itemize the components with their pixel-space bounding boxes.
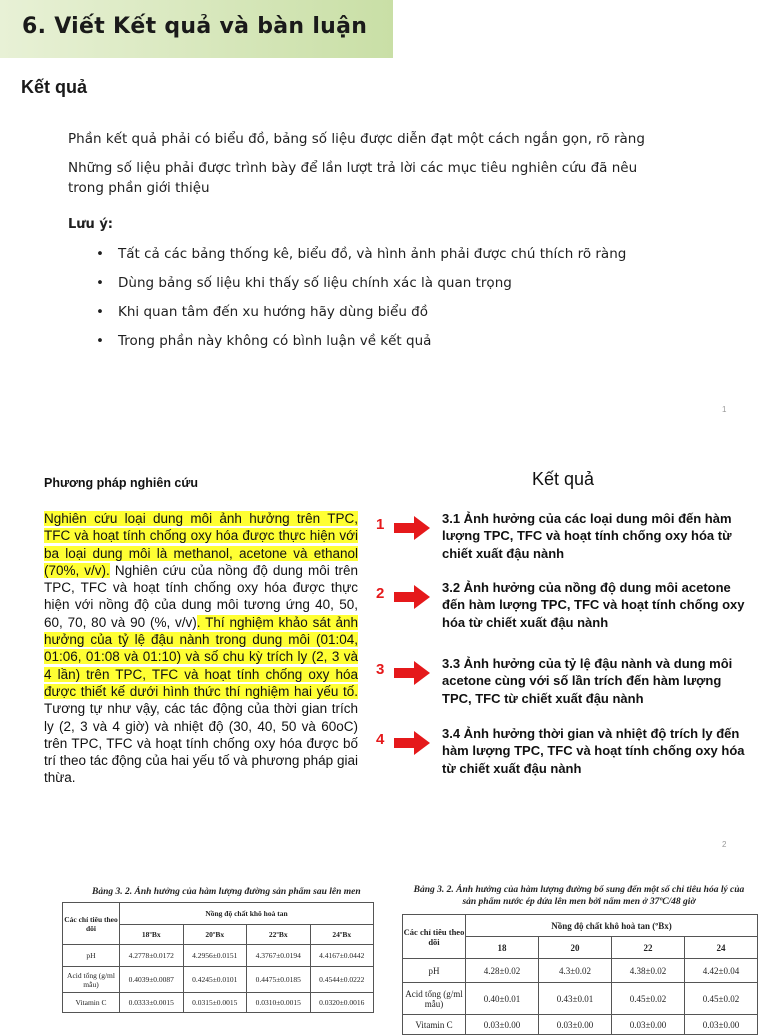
result-text: 3.2 Ảnh hưởng của nồng độ dung môi acetone đến hàm lượng TPC, TFC và hoạt tính chống oxy hóa từ chiết xuất đậu nành [442,580,745,630]
table-cell: 4.28±0.02 [466,959,539,983]
table-cell: 4.2956±0.0151 [183,945,247,967]
table-cell: 0.0310±0.0015 [247,993,311,1013]
table-right-col-header: 22 [612,937,685,959]
result-item [376,579,768,639]
bullet-item [96,245,626,274]
right-arrow-icon [394,516,430,540]
table-cell: 0.4544±0.0222 [310,967,374,993]
table-cell: 0.03±0.00 [685,1015,758,1035]
slide-title: 6. Viết Kết quả và bàn luận [22,14,368,39]
bullet-text: Khi quan tâm đến xu hướng hãy dùng biểu đồ [118,304,429,320]
table-cell: 0.0333±0.0015 [120,993,184,1013]
bullet-dot-icon: • [96,304,104,320]
section-heading: Kết quả [21,77,88,97]
note-label: Lưu ý: [68,217,113,232]
table-left-col-header: 20ºBx [183,925,247,945]
table-cell: 4.38±0.02 [612,959,685,983]
bullet-item [96,303,626,332]
paragraph-charts-tables: Phần kết quả phải có biểu đồ, bảng số liệu được diễn đạt một cách ngắn gọn, rõ ràng [68,131,645,147]
table-row [403,983,758,1015]
table-left-caption: Bảng 3. 2. Ảnh hưởng của hàm lượng đường sản phẩm sau lên men [92,887,361,897]
result-number: 3 [376,661,385,678]
table-right-col-header: 20 [539,937,612,959]
table-row-label: pH [403,959,466,983]
table-right-caption [400,884,758,908]
paragraph-data-line1: Những số liệu phải được trình bày để lần lượt trả lời các mục tiêu nghiên cứu đã nêu [68,160,638,176]
result-number: 1 [376,516,385,533]
table-row [403,1015,758,1035]
table-cell: 0.03±0.00 [612,1015,685,1035]
table-right-col-header: 18 [466,937,539,959]
table-cell: 4.3767±0.0194 [247,945,311,967]
bullet-dot-icon: • [96,333,104,349]
table-cell: 0.43±0.01 [539,983,612,1015]
table-right [402,914,758,1035]
bullet-text: Dùng bảng số liệu khi thấy số liệu chính xác là quan trọng [118,275,512,291]
result-item [376,725,768,785]
results-heading: Kết quả [532,469,595,489]
table-row [63,945,374,967]
table-cell: 0.4039±0.0087 [120,967,184,993]
result-text: 3.3 Ảnh hưởng của tỷ lệ đậu nành và dung môi acetone cùng với số lần trích đến hàm lượng TPC, TFC từ chiết xuất đậu nành [442,656,733,706]
table-cell: 4.42±0.04 [685,959,758,983]
bullet-item [96,332,626,361]
method-heading: Phương pháp nghiên cứu [44,476,199,490]
table-cell: 0.03±0.00 [466,1015,539,1035]
table-right-group-header: Nồng độ chất khô hoà tan (ºBx) [466,915,758,937]
table-left-indicator-header: Các chỉ tiêu theo dõi [63,903,120,945]
table-left [62,902,374,1013]
table-right-caption-line1: Bảng 3. 2. Ảnh hưởng của hàm lượng đường bổ sung đến một số chỉ tiêu hóa lý của [413,885,745,895]
table-row-label: Acid tổng (g/ml mẫu) [63,967,120,993]
table-cell: 0.45±0.02 [612,983,685,1015]
result-number: 2 [376,585,385,602]
table-row [63,967,374,993]
table-row-label: Vitamin C [63,993,120,1013]
table-cell: 0.4245±0.0101 [183,967,247,993]
method-text-highlighted: . Thí nghiệm khảo sát ảnh hưởng của tỷ lệ đậu nành trong dung môi (01:04, 01:06, 01:08 và 01:10) và số chu kỳ trích ly (2, 3 và 4 lần) trên TPC, TFC và hoạt tính chống oxy hóa được thiết kế dưới hình thức thí nghiệm hai yếu tố. [44,614,359,699]
result-item [376,510,768,570]
table-row-label: Acid tổng (g/ml mẫu) [403,983,466,1015]
table-right-col-header: 24 [685,937,758,959]
bullet-dot-icon: • [96,275,104,291]
table-cell: 4.4167±0.0442 [310,945,374,967]
table-cell: 0.03±0.00 [539,1015,612,1035]
table-row [63,993,374,1013]
method-body [44,510,358,787]
right-arrow-icon [394,585,430,609]
table-cell: 4.2778±0.0172 [120,945,184,967]
method-text-highlighted: Nghiên cứu loại dung môi ảnh hưởng trên TPC, TFC và hoạt tính chống oxy hóa được thực hiện với ba loại dung môi là methanol, acetone và ethanol (70%, v/v). [44,511,358,578]
result-text: 3.4 Ảnh hưởng thời gian và nhiệt độ trích ly đến hàm lượng TPC, TFC và hoạt tính chống oxy hóa từ chiết xuất đậu nành [442,726,745,776]
bullet-item [96,274,626,303]
table-left-col-header: 18ºBx [120,925,184,945]
bullet-list [96,245,626,361]
table-cell: 0.4475±0.0185 [247,967,311,993]
page-number: 1 [722,405,727,414]
slide-results-writing [0,0,768,430]
result-number: 4 [376,731,385,748]
right-arrow-icon [394,731,430,755]
table-cell: 0.0320±0.0016 [310,993,374,1013]
table-row [403,959,758,983]
table-row-label: Vitamin C [403,1015,466,1035]
table-cell: 4.3±0.02 [539,959,612,983]
table-right-indicator-header: Các chỉ tiêu theo dõi [403,915,466,959]
slide-tables [0,870,768,1030]
paragraph-data-line2: trong phần giới thiệu [68,180,210,196]
title-bar [0,0,393,58]
table-cell: 0.0315±0.0015 [183,993,247,1013]
table-right-caption-line2: sản phẩm nước ép dứa lên men bởi nấm men ở 37ºC/48 giờ [462,897,696,907]
table-left-col-header: 22ºBx [247,925,311,945]
result-item [376,655,768,715]
table-row-label: pH [63,945,120,967]
right-arrow-icon [394,661,430,685]
table-cell: 0.45±0.02 [685,983,758,1015]
table-left-col-header: 24ºBx [310,925,374,945]
method-text: Nghiên cứu của nồng độ dung môi trên TPC, TFC và hoạt tính chống oxy hóa được thực hiện với nồng độ của dung môi tương ứng 40, 50, 60, 70, 80 và 90 (%, v/v) [44,562,358,630]
table-left-group-header: Nồng độ chất khô hoà tan [120,903,374,925]
method-text: Tương tự như vậy, các tác động của thời gian trích ly (2, 3 và 4 giờ) và nhiệt độ (30, 40, 50 và 60oC) trên TPC, TFC và hoạt tính chống oxy hóa được bố trí theo tác động của hai yếu tố và phương pháp giai thừa. [44,701,358,786]
result-text: 3.1 Ảnh hưởng của các loại dung môi đến hàm lượng TPC, TFC và hoạt tính chống oxy hóa từ chiết xuất đậu nành [442,511,732,561]
table-cell: 0.40±0.01 [466,983,539,1015]
bullet-dot-icon: • [96,246,104,262]
slide-method-results [0,440,768,860]
page-number: 2 [722,840,727,849]
bullet-text: Tất cả các bảng thống kê, biểu đồ, và hình ảnh phải được chú thích rõ ràng [118,246,627,262]
bullet-text: Trong phần này không có bình luận về kết quả [118,333,432,349]
